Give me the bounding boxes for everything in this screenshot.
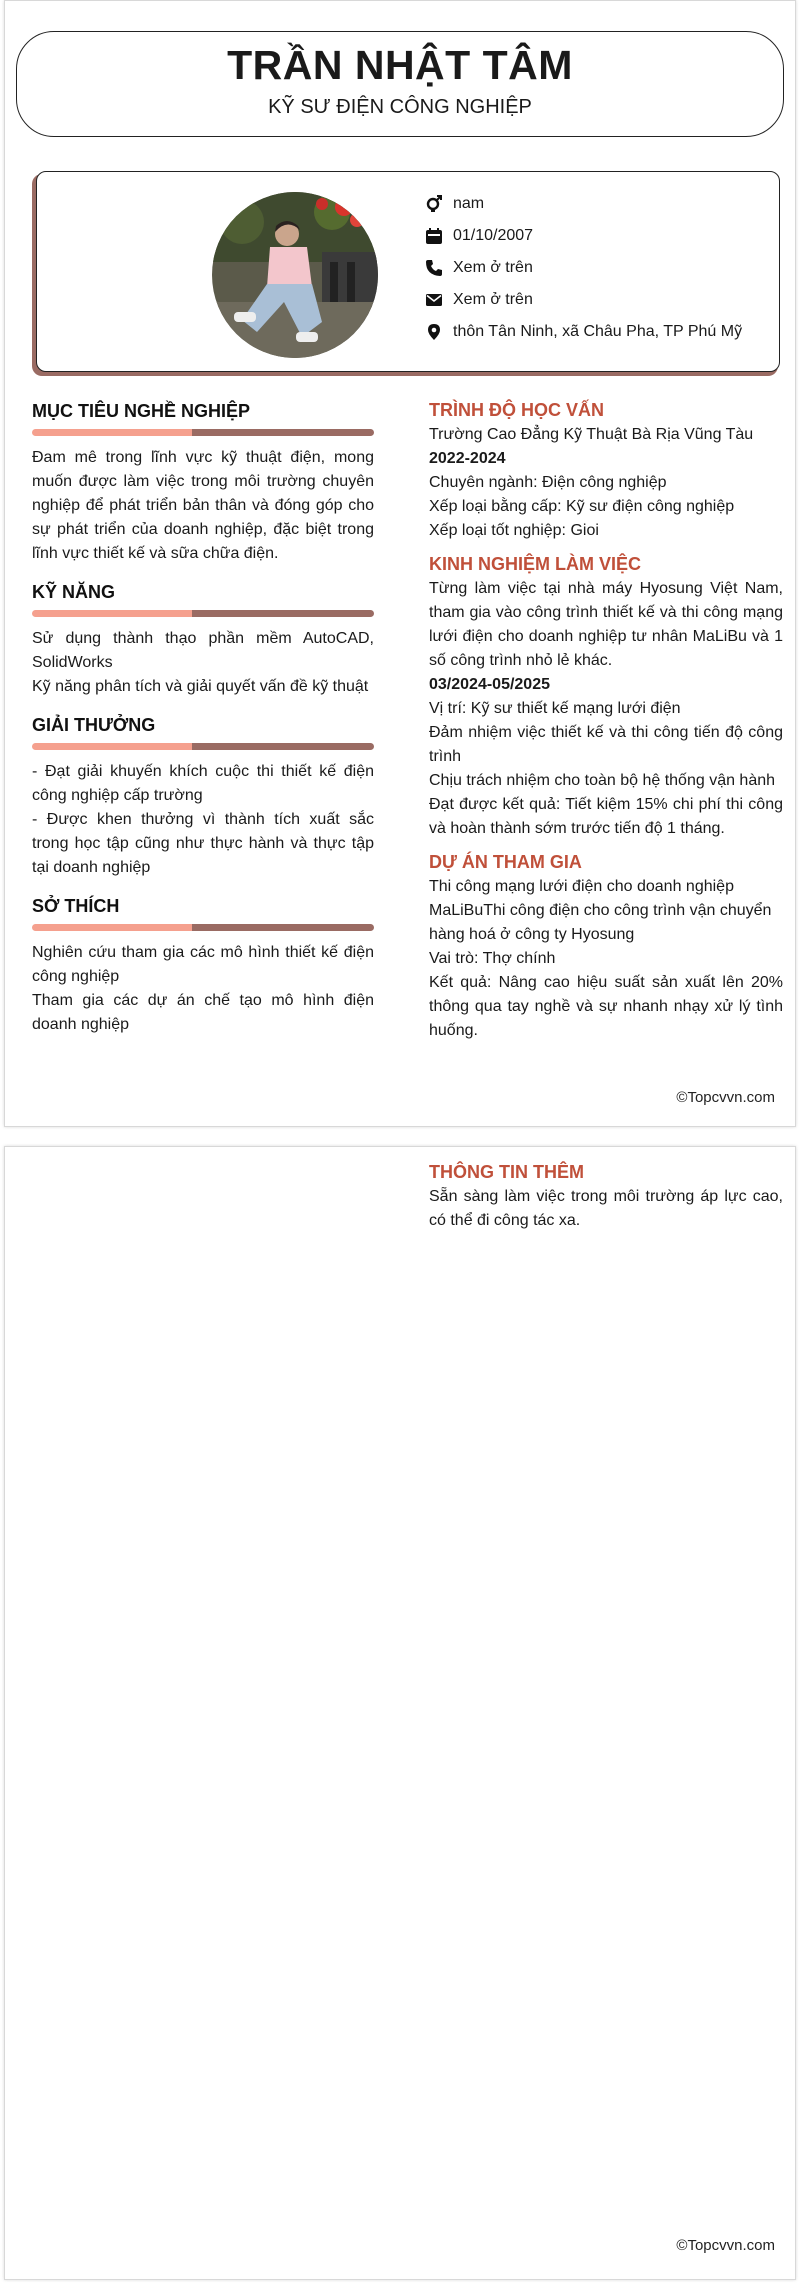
section-title: TRÌNH ĐỘ HỌC VẤN [429,400,604,420]
footer-watermark: ©Topcvvn.com [676,2237,775,2254]
project-line: Thi công mạng lưới điện cho doanh nghiệp MaLiBuThi công điện cho công trình vận chuyển hàng hoá ở công ty Hyosung [429,878,772,943]
left-column [32,399,374,1037]
section-divider [32,924,374,931]
objective-section [32,399,374,566]
contact-text: nam [453,195,485,212]
section-divider [32,743,374,750]
hobby-item: Nghiên cứu tham gia các mô hình thiết kế điện công nghiệp [32,944,374,985]
calendar-icon [425,227,443,245]
extra-section [429,1159,783,1233]
section-divider [32,610,374,617]
experience-period: 03/2024-05/2025 [429,676,550,693]
section-divider [32,429,374,436]
section-title: KINH NGHIỆM LÀM VIỆC [429,554,642,574]
contact-email [425,284,742,316]
location-icon [425,323,443,341]
contact-text: thôn Tân Ninh, xã Châu Pha, TP Phú Mỹ [453,323,743,340]
hobbies-section [32,894,374,1037]
education-line: Xếp loại tốt nghiệp: Gioi [429,522,599,539]
info-card [36,171,780,372]
section-title: DỰ ÁN THAM GIA [429,852,582,872]
contact-text: Xem ở trên [453,259,533,276]
resume-page-1 [4,0,796,1127]
contact-phone [425,252,742,284]
section-title: THÔNG TIN THÊM [429,1162,584,1182]
section-title: KỸ NĂNG [32,582,116,602]
contact-text: Xem ở trên [453,291,533,308]
experience-intro: Từng làm việc tại nhà máy Hyosung Việt Nam, tham gia vào công trình thiết kế và thi công mạng lưới điện cho doanh nghiệp tư nhân MaLiBu và 1 số công trình nhỏ lẻ khác. [429,580,783,669]
contact-text: 01/10/2007 [453,227,534,244]
candidate-name: TRẦN NHẬT TÂM [227,42,573,88]
project-line: Vai trò: Thợ chính [429,950,556,967]
education-line: Chuyên ngành: Điện công nghiệp [429,474,667,491]
phone-icon [425,259,443,277]
school-name: Trường Cao Đẳng Kỹ Thuật Bà Rịa Vũng Tàu [429,426,754,443]
name-header [16,31,784,137]
avatar [212,192,378,358]
education-period: 2022-2024 [429,450,506,467]
skill-item: Sử dụng thành thạo phần mềm AutoCAD, SolidWorks [32,630,374,671]
experience-line: Đảm nhiệm việc thiết kế và thi công tiến độ công trình [429,724,783,765]
contact-address [425,316,742,348]
right-column [429,397,783,1043]
resume-page-2 [4,1146,796,2280]
experience-line: Vị trí: Kỹ sư thiết kế mạng lưới điện [429,700,681,717]
gender-icon [425,195,443,213]
experience-section [429,551,783,841]
experience-line: Chịu trách nhiệm cho toàn bộ hệ thống vận hành [429,772,776,789]
contact-birthday [425,220,742,252]
education-section [429,397,783,543]
awards-section [32,713,374,880]
skill-item: Kỹ năng phân tích và giải quyết vấn đề kỹ thuật [32,678,369,695]
contact-list [425,188,742,348]
section-title: SỞ THÍCH [32,896,120,916]
footer-watermark: ©Topcvvn.com [676,1089,775,1106]
skills-section [32,580,374,699]
candidate-role: KỸ SƯ ĐIỆN CÔNG NGHIỆP [268,96,532,118]
contact-gender [425,188,742,220]
right-column [429,1159,783,1233]
email-icon [425,291,443,309]
award-item: - Được khen thưởng vì thành tích xuất sắc trong học tập cũng như thực hành và thực tập tại doanh nghiệp [32,811,374,876]
education-line: Xếp loại bằng cấp: Kỹ sư điện công nghiệp [429,498,735,515]
experience-line: Đạt được kết quả: Tiết kiệm 15% chi phí thi công và hoàn thành sớm trước tiến độ 1 tháng. [429,796,783,837]
hobby-item: Tham gia các dự án chế tạo mô hình điện doanh nghiệp [32,992,374,1033]
extra-text: Sẵn sàng làm việc trong môi trường áp lực cao, có thể đi công tác xa. [429,1188,783,1229]
award-item: - Đạt giải khuyến khích cuộc thi thiết kế điện công nghiệp cấp trường [32,763,374,804]
objective-text: Đam mê trong lĩnh vực kỹ thuật điện, mong muốn được làm việc trong môi trường chuyên nghiệp để phát triển bản thân và đóng góp cho sự phát triển của doanh nghiệp, đặc biệt trong lĩnh vực thiết kế và sữa chữa điện. [32,449,374,562]
section-title: MỤC TIÊU NGHỀ NGHIỆP [32,401,251,421]
project-line: Kết quả: Nâng cao hiệu suất sản xuất lên 20% thông qua tay nghề và sự nhanh nhạy xử lý tình huống. [429,974,783,1039]
projects-section [429,849,783,1043]
section-title: GIẢI THƯỞNG [32,715,156,735]
